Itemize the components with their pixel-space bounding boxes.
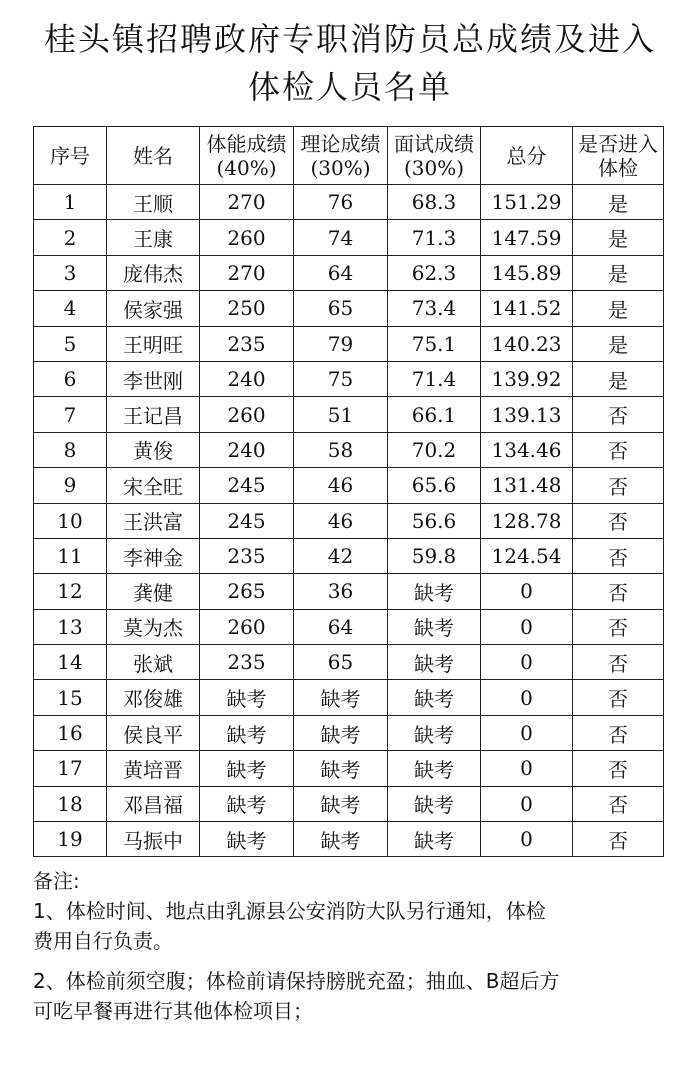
note-item-1-line1: 1、体检时间、地点由乳源县公安消防大队另行通知，体检 — [33, 899, 546, 923]
cell-fitness: 245 — [200, 468, 294, 503]
cell-medical-exam: 是 — [573, 326, 664, 361]
cell-medical-exam: 是 — [573, 220, 664, 255]
cell-name: 张斌 — [107, 645, 200, 680]
header-interview-score — [388, 127, 481, 185]
cell-interview: 59.8 — [388, 538, 481, 573]
cell-theory: 42 — [294, 538, 388, 573]
cell-interview: 缺考 — [388, 715, 481, 750]
header-text: 体检 — [598, 155, 638, 180]
table-header — [34, 127, 664, 185]
cell-interview: 75.1 — [388, 326, 481, 361]
cell-theory: 75 — [294, 361, 388, 396]
cell-medical-exam: 否 — [573, 397, 664, 432]
table-row — [34, 751, 664, 786]
header-text: (40%) — [216, 155, 277, 180]
results-table — [33, 126, 664, 857]
cell-theory: 缺考 — [294, 715, 388, 750]
note-item-2-line1: 2、体检前须空腹；体检前请保持膀胱充盈；抽血、B超后方 — [33, 969, 560, 993]
cell-theory: 46 — [294, 503, 388, 538]
cell-name: 王洪富 — [107, 503, 200, 538]
cell-name: 王康 — [107, 220, 200, 255]
header-fitness-score — [200, 127, 294, 185]
table-row — [34, 538, 664, 573]
table-row — [34, 220, 664, 255]
cell-seq: 19 — [34, 822, 107, 857]
header-text: 是否进入 — [578, 131, 658, 156]
cell-seq: 4 — [34, 291, 107, 326]
cell-medical-exam: 否 — [573, 432, 664, 467]
cell-seq: 9 — [34, 468, 107, 503]
cell-fitness: 缺考 — [200, 715, 294, 750]
cell-fitness: 235 — [200, 645, 294, 680]
table-row — [34, 397, 664, 432]
table-row — [34, 185, 664, 220]
cell-total: 145.89 — [481, 255, 573, 290]
cell-fitness: 235 — [200, 326, 294, 361]
document-title-line1: 桂头镇招聘政府专职消防员总成绩及进入 — [43, 20, 656, 58]
table-row — [34, 291, 664, 326]
cell-theory: 缺考 — [294, 751, 388, 786]
cell-medical-exam: 是 — [573, 361, 664, 396]
cell-interview: 缺考 — [388, 645, 481, 680]
cell-interview: 缺考 — [388, 574, 481, 609]
table-row — [34, 609, 664, 644]
cell-medical-exam: 否 — [573, 503, 664, 538]
cell-fitness: 缺考 — [200, 786, 294, 821]
header-text: 姓名 — [133, 143, 173, 168]
cell-name: 黄培晋 — [107, 751, 200, 786]
cell-medical-exam: 否 — [573, 786, 664, 821]
cell-theory: 46 — [294, 468, 388, 503]
cell-medical-exam: 否 — [573, 680, 664, 715]
cell-seq: 16 — [34, 715, 107, 750]
cell-theory: 缺考 — [294, 680, 388, 715]
header-total-score — [481, 127, 573, 185]
cell-theory: 58 — [294, 432, 388, 467]
cell-medical-exam: 否 — [573, 609, 664, 644]
cell-interview: 68.3 — [388, 185, 481, 220]
cell-interview: 缺考 — [388, 680, 481, 715]
cell-seq: 10 — [34, 503, 107, 538]
table-row — [34, 822, 664, 857]
cell-fitness: 240 — [200, 432, 294, 467]
cell-seq: 17 — [34, 751, 107, 786]
header-text: 面试成绩 — [394, 131, 474, 156]
cell-total: 124.54 — [481, 538, 573, 573]
cell-total: 128.78 — [481, 503, 573, 538]
cell-seq: 6 — [34, 361, 107, 396]
cell-theory: 65 — [294, 645, 388, 680]
note-item-2-line2: 可吃早餐再进行其他体检项目； — [33, 999, 313, 1023]
cell-theory: 64 — [294, 255, 388, 290]
cell-medical-exam: 否 — [573, 751, 664, 786]
cell-theory: 36 — [294, 574, 388, 609]
cell-fitness: 245 — [200, 503, 294, 538]
cell-name: 宋全旺 — [107, 468, 200, 503]
cell-interview: 70.2 — [388, 432, 481, 467]
header-text: (30%) — [310, 155, 371, 180]
table-row — [34, 361, 664, 396]
cell-seq: 15 — [34, 680, 107, 715]
cell-name: 邓俊雄 — [107, 680, 200, 715]
cell-medical-exam: 否 — [573, 822, 664, 857]
header-name — [107, 127, 200, 185]
cell-interview: 缺考 — [388, 786, 481, 821]
cell-name: 莫为杰 — [107, 609, 200, 644]
cell-theory: 79 — [294, 326, 388, 361]
cell-medical-exam: 是 — [573, 291, 664, 326]
table-row — [34, 680, 664, 715]
cell-medical-exam: 否 — [573, 538, 664, 573]
cell-fitness: 缺考 — [200, 680, 294, 715]
cell-fitness: 240 — [200, 361, 294, 396]
cell-fitness: 270 — [200, 255, 294, 290]
cell-total: 139.92 — [481, 361, 573, 396]
cell-total: 139.13 — [481, 397, 573, 432]
cell-fitness: 260 — [200, 609, 294, 644]
table-row — [34, 432, 664, 467]
notes-heading: 备注: — [33, 869, 80, 893]
table-body — [34, 185, 664, 857]
cell-medical-exam: 否 — [573, 574, 664, 609]
cell-interview: 71.4 — [388, 361, 481, 396]
cell-theory: 65 — [294, 291, 388, 326]
cell-fitness: 265 — [200, 574, 294, 609]
cell-name: 李世刚 — [107, 361, 200, 396]
table-row — [34, 503, 664, 538]
cell-name: 马振中 — [107, 822, 200, 857]
header-text: 总分 — [506, 143, 547, 168]
cell-total: 140.23 — [481, 326, 573, 361]
header-row — [34, 127, 664, 185]
table-row — [34, 715, 664, 750]
cell-interview: 73.4 — [388, 291, 481, 326]
document-title-line2: 体检人员名单 — [247, 68, 452, 106]
cell-interview: 缺考 — [388, 609, 481, 644]
cell-theory: 64 — [294, 609, 388, 644]
cell-name: 王明旺 — [107, 326, 200, 361]
table-row — [34, 786, 664, 821]
header-text: 序号 — [50, 143, 90, 168]
cell-seq: 14 — [34, 645, 107, 680]
cell-fitness: 235 — [200, 538, 294, 573]
cell-medical-exam: 是 — [573, 185, 664, 220]
table-row — [34, 326, 664, 361]
cell-interview: 71.3 — [388, 220, 481, 255]
cell-fitness: 缺考 — [200, 822, 294, 857]
cell-fitness: 250 — [200, 291, 294, 326]
cell-total: 151.29 — [481, 185, 573, 220]
cell-total: 0 — [481, 822, 573, 857]
table-row — [34, 255, 664, 290]
cell-theory: 76 — [294, 185, 388, 220]
cell-medical-exam: 否 — [573, 468, 664, 503]
cell-total: 0 — [481, 680, 573, 715]
cell-total: 134.46 — [481, 432, 573, 467]
cell-seq: 7 — [34, 397, 107, 432]
cell-fitness: 缺考 — [200, 751, 294, 786]
cell-theory: 缺考 — [294, 822, 388, 857]
cell-total: 141.52 — [481, 291, 573, 326]
table-row — [34, 468, 664, 503]
cell-total: 131.48 — [481, 468, 573, 503]
cell-interview: 56.6 — [388, 503, 481, 538]
cell-seq: 18 — [34, 786, 107, 821]
header-medical-exam — [573, 127, 664, 185]
cell-name: 黄俊 — [107, 432, 200, 467]
cell-interview: 缺考 — [388, 822, 481, 857]
cell-seq: 3 — [34, 255, 107, 290]
cell-seq: 2 — [34, 220, 107, 255]
cell-name: 庞伟杰 — [107, 255, 200, 290]
cell-theory: 51 — [294, 397, 388, 432]
cell-name: 侯家强 — [107, 291, 200, 326]
cell-medical-exam: 否 — [573, 645, 664, 680]
cell-name: 龚健 — [107, 574, 200, 609]
cell-interview: 65.6 — [388, 468, 481, 503]
cell-name: 邓昌福 — [107, 786, 200, 821]
cell-interview: 66.1 — [388, 397, 481, 432]
cell-total: 0 — [481, 751, 573, 786]
cell-name: 王记昌 — [107, 397, 200, 432]
header-text: 体能成绩 — [206, 131, 287, 156]
header-text: (30%) — [403, 155, 465, 180]
header-seq — [34, 127, 107, 185]
cell-medical-exam: 否 — [573, 715, 664, 750]
cell-total: 0 — [481, 715, 573, 750]
cell-theory: 74 — [294, 220, 388, 255]
cell-seq: 11 — [34, 538, 107, 573]
cell-total: 0 — [481, 609, 573, 644]
cell-seq: 13 — [34, 609, 107, 644]
cell-seq: 1 — [34, 185, 107, 220]
header-theory-score — [294, 127, 388, 185]
cell-name: 李神金 — [107, 538, 200, 573]
cell-fitness: 260 — [200, 220, 294, 255]
cell-name: 侯良平 — [107, 715, 200, 750]
table-row — [34, 574, 664, 609]
cell-seq: 8 — [34, 432, 107, 467]
cell-total: 0 — [481, 645, 573, 680]
cell-fitness: 260 — [200, 397, 294, 432]
cell-name: 王顺 — [107, 185, 200, 220]
cell-total: 147.59 — [481, 220, 573, 255]
header-text: 理论成绩 — [300, 131, 381, 156]
cell-fitness: 270 — [200, 185, 294, 220]
cell-seq: 5 — [34, 326, 107, 361]
cell-total: 0 — [481, 574, 573, 609]
cell-interview: 缺考 — [388, 751, 481, 786]
table-row — [34, 645, 664, 680]
cell-interview: 62.3 — [388, 255, 481, 290]
notes-section — [33, 866, 673, 1026]
cell-total: 0 — [481, 786, 573, 821]
cell-theory: 缺考 — [294, 786, 388, 821]
note-item-1-line2: 费用自行负责。 — [33, 929, 173, 953]
cell-medical-exam: 是 — [573, 255, 664, 290]
cell-seq: 12 — [34, 574, 107, 609]
